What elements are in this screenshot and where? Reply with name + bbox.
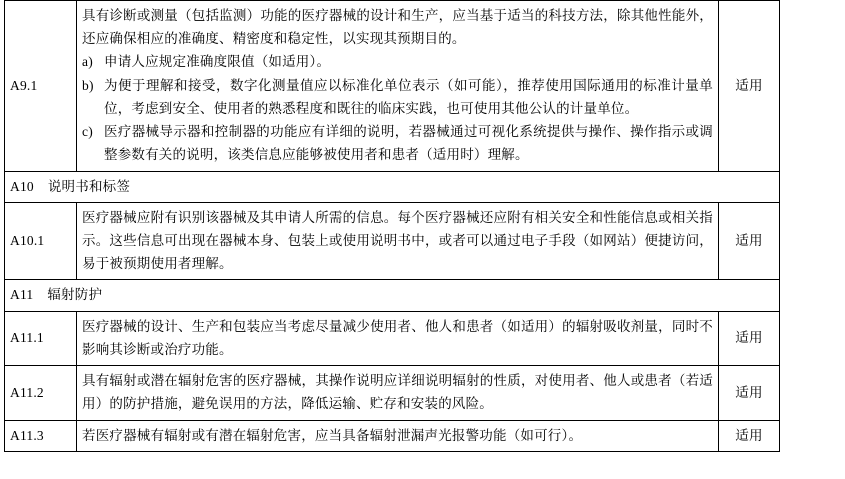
applicability-value: 适用 xyxy=(719,202,780,280)
requirement-body xyxy=(77,420,719,451)
table-row xyxy=(5,311,780,365)
sublist-item xyxy=(82,50,713,73)
table-row xyxy=(5,366,780,420)
table-row xyxy=(5,1,780,172)
requirement-body xyxy=(77,311,719,365)
requirement-id: A11.3 xyxy=(5,420,77,451)
section-label: A10 xyxy=(10,178,34,194)
section-heading xyxy=(5,280,780,311)
table-row xyxy=(5,171,780,202)
requirement-id: A11.1 xyxy=(5,311,77,365)
section-heading xyxy=(5,171,780,202)
table-row xyxy=(5,280,780,311)
requirement-body xyxy=(77,366,719,420)
requirement-intro: 医疗器械的设计、生产和包装应当考虑尽量减少使用者、他人和患者（如适用）的辐射吸收剂量，同时不影响其诊断或治疗功能。 xyxy=(82,318,713,357)
requirement-id: A10.1 xyxy=(5,202,77,280)
requirement-id: A11.2 xyxy=(5,366,77,420)
sublist-marker: c) xyxy=(82,124,93,140)
section-title: 说明书和标签 xyxy=(47,178,131,194)
sublist-text: 医疗器械导示器和控制器的功能应有详细的说明，若器械通过可视化系统提供与操作、操作指示或调整参数有关的说明，该类信息应能够被使用者和患者（适用时）理解。 xyxy=(104,124,713,163)
table-row xyxy=(5,202,780,280)
requirements-table xyxy=(4,0,780,452)
requirement-intro: 具有诊断或测量（包括监测）功能的医疗器械的设计和生产，应当基于适当的科技方法，除其他性能外，还应确保相应的准确度、精密度和稳定性，以实现其预期目的。 xyxy=(82,8,713,47)
sublist-text: 为便于理解和接受，数字化测量值应以标准化单位表示（如可能），推荐使用国际通用的标准计量单位，考虑到安全、使用者的熟悉程度和既往的临床实践，也可使用其他公认的计量单位。 xyxy=(104,77,713,116)
applicability-value: 适用 xyxy=(719,1,780,172)
sublist-item xyxy=(82,74,713,120)
applicability-value: 适用 xyxy=(719,420,780,451)
requirement-sublist xyxy=(82,50,713,166)
section-title: 辐射防护 xyxy=(47,287,103,303)
applicability-value: 适用 xyxy=(719,311,780,365)
sublist-item xyxy=(82,120,713,166)
sublist-marker: b) xyxy=(82,77,94,93)
requirements-table-body xyxy=(5,1,780,452)
requirement-intro: 具有辐射或潜在辐射危害的医疗器械，其操作说明应详细说明辐射的性质，对使用者、他人或患者（若适用）的防护措施，避免误用的方法，降低运输、贮存和安装的风险。 xyxy=(82,373,713,412)
requirement-body xyxy=(77,1,719,172)
requirement-body xyxy=(77,202,719,280)
sublist-text: 申请人应规定准确度限值（如适用）。 xyxy=(104,54,331,70)
section-label: A11 xyxy=(10,287,34,303)
requirement-intro: 医疗器械应附有识别该器械及其申请人所需的信息。每个医疗器械还应附有相关安全和性能信息或相关指示。这些信息可出现在器械本身、包装上或使用说明书中，或者可以通过电子手段（如网站）便捷访问，易于被预期使用者理解。 xyxy=(82,209,713,272)
applicability-value: 适用 xyxy=(719,366,780,420)
table-row xyxy=(5,420,780,451)
requirement-id: A9.1 xyxy=(5,1,77,172)
sublist-marker: a) xyxy=(82,54,93,70)
requirement-intro: 若医疗器械有辐射或有潜在辐射危害，应当具备辐射泄漏声光报警功能（如可行）。 xyxy=(82,427,583,443)
